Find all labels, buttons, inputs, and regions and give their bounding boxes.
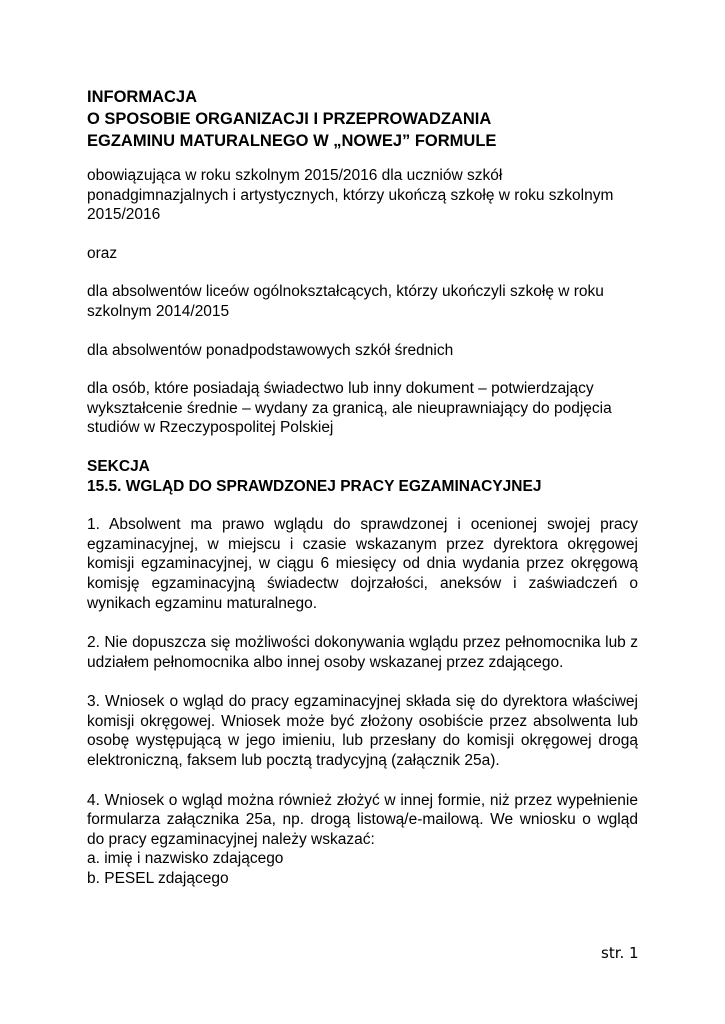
paragraph-1: 1. Absolwent ma prawo wglądu do sprawdzonej i ocenionej swojej pracy egzaminacyjnej, w miejscu i czasie wskazanym przez dyrektora okręgowej komisji egzaminacyjnej, w ciągu 6 miesięcy od dnia wydania przez okręgową komisję egzaminacyjną świadectw dojrzałości, aneksów i zaświadczeń o wynikach egzaminu maturalnego.: [87, 516, 638, 612]
intro-abroad: dla osób, które posiadają świadectwo lub inny dokument – potwierdzający wykształcenie średnie – wydany za granicą, ale nieuprawniający do podjęcia studiów w Rzeczypospolitej Polskiej: [87, 380, 612, 437]
page-number: str. 1: [601, 944, 639, 962]
intro-lyceum: dla absolwentów liceów ogólnokształcących, którzy ukończyli szkołę w roku szkolnym 2014/2015: [87, 283, 604, 320]
list-item: b. PESEL zdającego: [87, 870, 229, 888]
section-label: SEKCJA: [87, 457, 150, 475]
requirements-list: [87, 849, 638, 888]
title-line-2: O SPOSOBIE ORGANIZACJI I PRZEPROWADZANIA: [87, 110, 492, 128]
document-page: [87, 86, 638, 889]
title-line-3: EGZAMINU MATURALNEGO W „NOWEJ” FORMULE: [87, 132, 497, 150]
paragraph-3: 3. Wniosek o wgląd do pracy egzaminacyjnej składa się do dyrektora właściwej komisji okręgowej. Wniosek może być złożony osobiście przez absolwenta lub osobę występującą w jego imieniu, lub przesłany do komisji okręgowej drogą elektroniczną, faksem lub pocztą tradycyjną (załącznik 25a).: [87, 693, 638, 770]
document-title: [87, 86, 638, 152]
intro-postprimary: dla absolwentów ponadpodstawowych szkół średnich: [87, 341, 454, 359]
intro-applies: obowiązująca w roku szkolnym 2015/2016 dla uczniów szkół ponadgimnazjalnych i artystycznych, którzy ukończą szkołę w roku szkolnym 2015/2016: [87, 167, 614, 224]
section-heading: 15.5. WGLĄD DO SPRAWDZONEJ PRACY EGZAMINACYJNEJ: [87, 477, 542, 495]
paragraph-2: 2. Nie dopuszcza się możliwości dokonywania wglądu przez pełnomocnika lub z udziałem pełnomocnika albo innej osoby wskazanej przez zdającego.: [87, 634, 638, 671]
intro-oraz: oraz: [87, 244, 118, 262]
paragraph-4: 4. Wniosek o wgląd można również złożyć w innej formie, niż przez wypełnienie formularza załącznika 25a, np. drogą listową/e-mailową. We wniosku o wgląd do pracy egzaminacyjnej należy wskazać:: [87, 791, 638, 848]
list-item: a. imię i nazwisko zdającego: [87, 850, 284, 868]
section-header: [87, 457, 638, 496]
title-line-1: INFORMACJA: [87, 88, 197, 106]
